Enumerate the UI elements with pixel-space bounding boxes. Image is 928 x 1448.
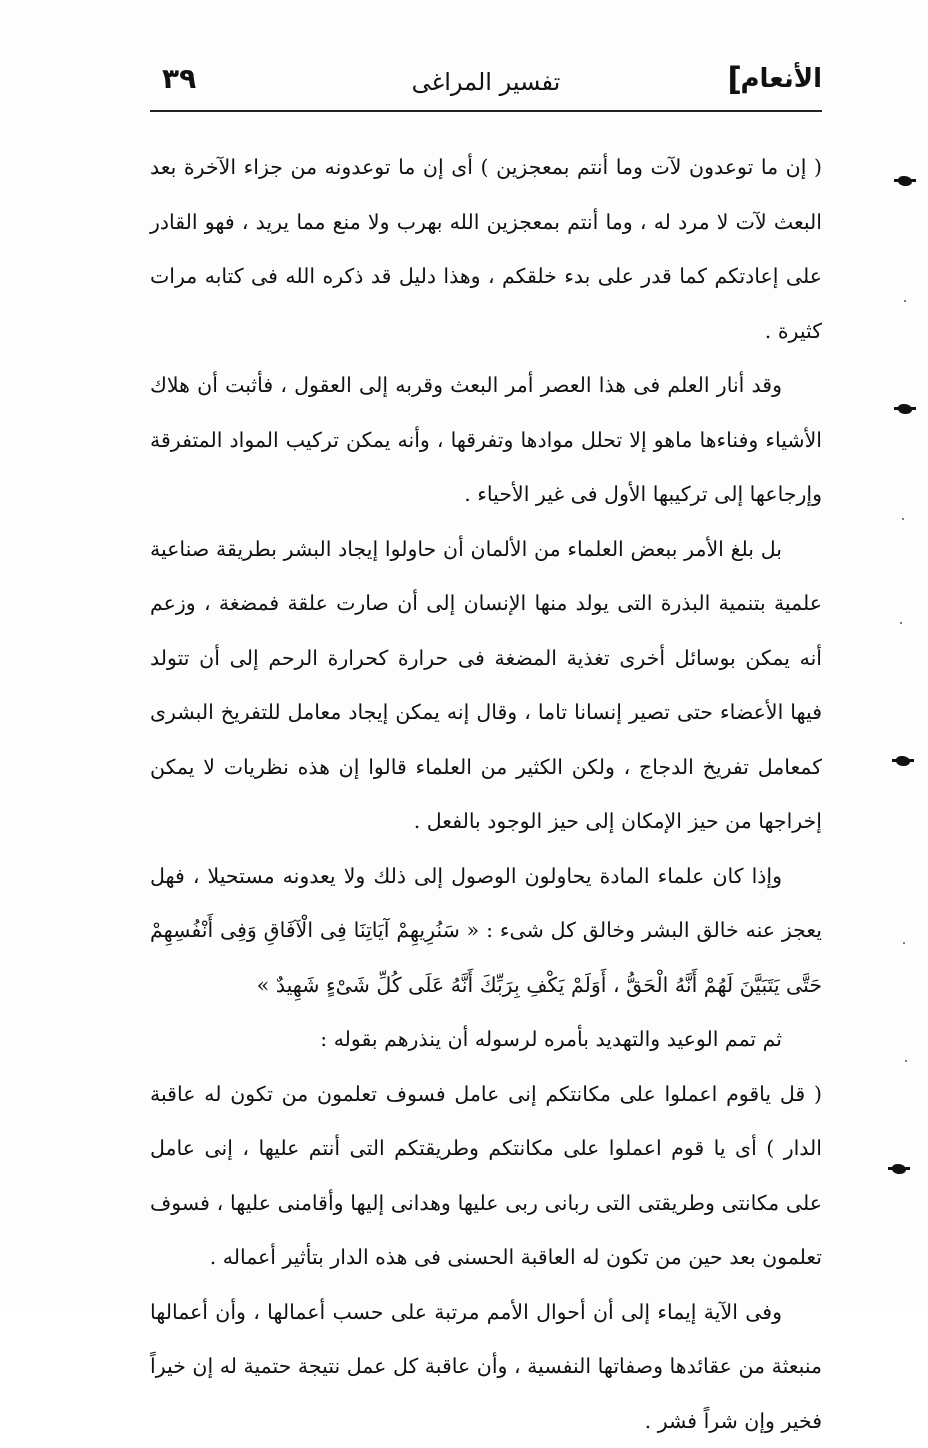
book-title: تفسير المراغى: [150, 68, 822, 96]
page-body: [150, 140, 822, 1448]
header-rule: [150, 110, 822, 112]
scan-speck: [902, 518, 904, 520]
surah-name: الأنعام: [740, 64, 822, 94]
paragraph-verse-qul-yaqawm: ( قل ياقوم اعملوا على مكانتكم إنى عامل فسوف تعلمون من تكون له عاقبة الدار ) أى يا قوم اعملوا على مكانتكم وطريقتكم التى أنتم عليها ، إنى عامل على مكانتى وطريقتى التى ربانى ربى عليها وهدانى إليها وأقامنى عليها ، فسوف تعلمون بعد حين من تكون له العاقبة الحسنى فى هذه الدار بتأثير أعماله .: [150, 1067, 822, 1285]
scan-speck: [900, 622, 902, 624]
margin-mark: [892, 1164, 906, 1174]
paragraph-science-resurrection: وقد أنار العلم فى هذا العصر أمر البعث وقربه إلى العقول ، فأثبت أن هلاك الأشياء وفناءها ماهو إلا تحلل موادها وتفرقها ، وأنه يمكن تركيب المواد المتفرقة وإرجاعها إلى تركيبها الأول فى غير الأحياء .: [150, 358, 822, 522]
page-header: [150, 62, 822, 106]
margin-mark: [896, 756, 910, 766]
paragraph-threat-intro: ثم تمم الوعيد والتهديد بأمره لرسوله أن ينذرهم بقوله :: [150, 1012, 822, 1067]
margin-mark: [898, 176, 912, 186]
paragraph-materialists: وإذا كان علماء المادة يحاولون الوصول إلى ذلك ولا يعدونه مستحيلا ، فهل يعجز عنه خالق البشر وخالق كل شىء : « سَنُرِيهِمْ آيَاتِنَا فِى الْآفَاقِ وَفِى أَنْفُسِهِمْ حَتَّى يَتَبَيَّنَ لَهُمْ أَنَّهُ الْحَقُّ ، أَوَلَمْ يَكْفِ بِرَبِّكَ أَنَّهُ عَلَى كُلِّ شَىْءٍ شَهِيدٌ »: [150, 849, 822, 1013]
paragraph-verse-commentary: ( إن ما توعدون لآت وما أنتم بمعجزين ) أى إن ما توعدونه من جزاء الآخرة بعد البعث لآت لا مرد له ، وما أنتم بمعجزين الله بهرب ولا منع مما يريد ، فهو القادر على إعادتكم كما قدر على بدء خلقكم ، وهذا دليل قد ذكره الله فى كتابه مرات كثيرة .: [150, 140, 822, 358]
header-bracket: ]: [727, 60, 742, 98]
scan-speck: [905, 1060, 907, 1062]
page-number: ٣٩: [162, 62, 196, 95]
scan-speck: [903, 942, 905, 944]
scan-speck: [904, 300, 906, 302]
paragraph-indication: وفى الآية إيماء إلى أن أحوال الأمم مرتبة على حسب أعمالها ، وأن أعمالها منبعثة من عقائدها وصفاتها النفسية ، وأن عاقبة كل عمل نتيجة حتمية له إن خيراً فخير وإن شراً فشر .: [150, 1285, 822, 1448]
paragraph-german-scientists: بل بلغ الأمر ببعض العلماء من الألمان أن حاولوا إيجاد البشر بطريقة صناعية علمية بتنمية البذرة التى يولد منها الإنسان إلى أن صارت علقة فمضغة ، وزعم أنه يمكن بوسائل أخرى تغذية المضغة فى حرارة كحرارة الرحم إلى أن تتولد فيها الأعضاء حتى تصير إنسانا تاما ، وقال إنه يمكن إيجاد معامل للتفريخ البشرى كمعامل تفريخ الدجاج ، ولكن الكثير من العلماء قالوا إن هذه نظريات لا يمكن إخراجها من حيز الإمكان إلى حيز الوجود بالفعل .: [150, 522, 822, 849]
margin-mark: [898, 404, 912, 414]
